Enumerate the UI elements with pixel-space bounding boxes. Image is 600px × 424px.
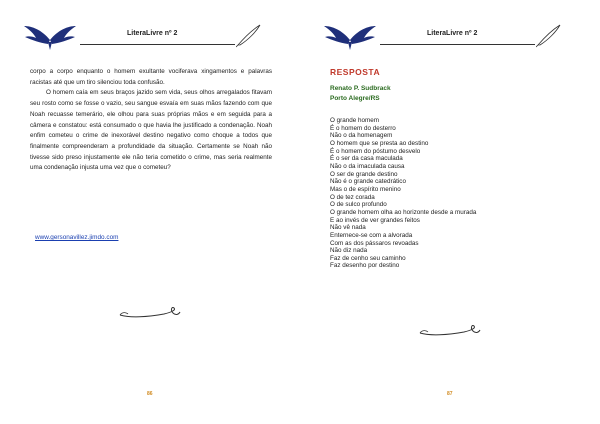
page-number: 87 xyxy=(447,391,453,397)
poem-line: O grande homem xyxy=(330,117,380,124)
website-link[interactable]: www.gersonavillez.jimdo.com xyxy=(35,234,119,241)
poem-line: Com as dos pássaros revoadas xyxy=(330,239,419,247)
section-title: RESPOSTA xyxy=(330,67,381,77)
page-number: 86 xyxy=(147,391,153,397)
poem-line: Não vê nada xyxy=(330,224,366,232)
poem xyxy=(330,117,570,270)
paragraph: O homem caía em seus braços jazido sem vida, seus olhos arregalados fitavam seu rosto como se fosse o vazio, seu sangue esvaía em suas mãos fazendo com que Noah recuasse temerário, ele olhou para suas próprias mãos e em seguida para a câmera e constatou: está consumado o que havia lhe justificado a condenação. Noah enfim cometeu o crime de inexorável destino negativo como choque a todos que finalmente compreenderam a profundidade da situação. Certamente se Noah não tivesse sido preso injustamente ele não teria cometido o crime, mas seria realmente uma condenação injusta uma vez que o cometeu? xyxy=(30,89,272,172)
poem-line: Faz desenho por destino xyxy=(330,262,400,270)
poem-line: O grande homem olha ao horizonte desde a murada xyxy=(330,208,477,216)
poem-line: Enternece-se com a alvorada xyxy=(330,231,413,239)
author-block xyxy=(330,84,391,104)
poem-line: Não o da homenagem xyxy=(330,132,393,140)
poem-line: É o homem do desterro xyxy=(330,124,396,132)
poem-line: O de tez corada xyxy=(330,193,375,201)
poem-line: Não o da imaculada causa xyxy=(330,162,405,170)
header-rule xyxy=(80,44,235,45)
right-page xyxy=(300,0,600,424)
magazine-title: LiteraLivre nº 2 xyxy=(427,30,478,37)
author-location: Porto Alegre/RS xyxy=(330,95,380,102)
paragraph: corpo a corpo enquanto o homem exultante vociferava xingamentos e palavras racistas até que um tiro silenciou toda confusão. xyxy=(30,68,272,86)
page-header xyxy=(300,22,600,54)
header-rule xyxy=(380,44,535,45)
wings-logo-icon xyxy=(322,22,378,52)
wings-logo-icon xyxy=(22,22,78,52)
poem-line: Não é o grande catedrático xyxy=(330,178,406,186)
poem-line: Faz de cenho seu caminho xyxy=(330,254,406,262)
flourish-ornament-icon xyxy=(418,324,482,338)
quill-pen-icon xyxy=(236,24,262,48)
poem-line: É o ser da casa maculada xyxy=(330,155,403,163)
poem-line: O de sulco profundo xyxy=(330,201,387,209)
poem-line: É o homem do póstumo desvelo xyxy=(330,147,421,155)
author-name: Renato P. Sudbrack xyxy=(330,85,391,92)
poem-line: E ao invés de ver grandes feitos xyxy=(330,216,420,224)
poem-line: Não diz nada xyxy=(330,247,368,255)
page-header xyxy=(0,22,300,54)
poem-line: O homem que se presta ao destino xyxy=(330,139,429,147)
story-text xyxy=(30,67,272,174)
quill-pen-icon xyxy=(536,24,562,48)
flourish-ornament-icon xyxy=(118,306,182,320)
poem-line: O ser de grande destino xyxy=(330,170,398,178)
poem-line: Mas o de espírito menino xyxy=(330,185,401,193)
magazine-title: LiteraLivre nº 2 xyxy=(127,30,178,37)
